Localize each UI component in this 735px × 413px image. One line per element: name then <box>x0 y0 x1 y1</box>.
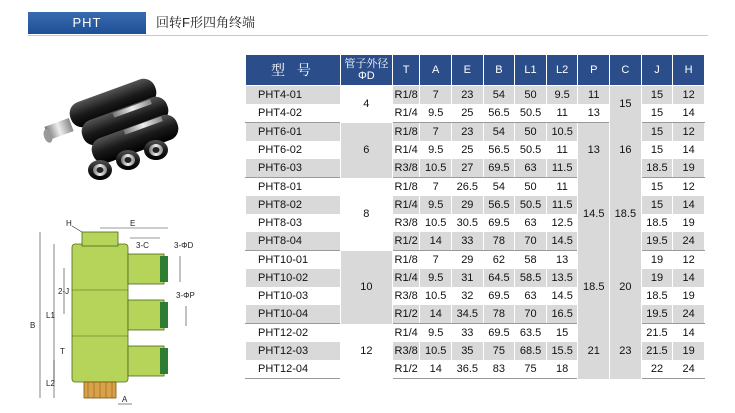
cell-a: 10.5 <box>420 287 452 305</box>
cell-c: 20 <box>610 251 642 324</box>
cell-t: R3/8 <box>392 214 420 232</box>
cell-e: 30.5 <box>452 214 484 232</box>
cell-e: 33 <box>452 324 484 343</box>
col-header-b: B <box>483 55 515 86</box>
cell-c: 15 <box>610 86 642 123</box>
cell-h: 14 <box>673 196 705 214</box>
cell-t: R3/8 <box>392 287 420 305</box>
table-row <box>246 178 705 197</box>
cell-h: 24 <box>673 360 705 379</box>
cell-t: R1/2 <box>392 232 420 251</box>
cell-l1: 63 <box>515 287 547 305</box>
cell-t: R1/8 <box>392 251 420 270</box>
cell-tube-diameter: 4 <box>340 86 392 123</box>
cell-l2: 11 <box>546 178 578 197</box>
cell-a: 10.5 <box>420 342 452 360</box>
col-header-a: A <box>420 55 452 86</box>
cell-a: 14 <box>420 232 452 251</box>
cell-h: 19 <box>673 159 705 178</box>
cell-t: R1/8 <box>392 86 420 105</box>
cell-j: 21.5 <box>641 324 673 343</box>
cell-l1: 50 <box>515 123 547 142</box>
cell-b: 54 <box>483 86 515 105</box>
cell-j: 22 <box>641 360 673 379</box>
cell-model: PHT8-03 <box>246 214 341 232</box>
cell-h: 12 <box>673 86 705 105</box>
cell-c: 18.5 <box>610 178 642 251</box>
cell-b: 54 <box>483 123 515 142</box>
cell-j: 19 <box>641 251 673 270</box>
cell-l2: 11 <box>546 104 578 123</box>
cell-model: PHT4-01 <box>246 86 341 105</box>
cell-h: 19 <box>673 342 705 360</box>
cell-l1: 63 <box>515 214 547 232</box>
cell-c: 23 <box>610 324 642 379</box>
cell-model: PHT6-01 <box>246 123 341 142</box>
cell-h: 24 <box>673 232 705 251</box>
cell-l2: 9.5 <box>546 86 578 105</box>
cell-l2: 12.5 <box>546 214 578 232</box>
col-header-j: J <box>641 55 673 86</box>
cell-b: 83 <box>483 360 515 379</box>
cell-e: 33 <box>452 232 484 251</box>
col-header-model: 型 号 <box>246 55 341 86</box>
cell-model: PHT10-02 <box>246 269 341 287</box>
cell-b: 56.5 <box>483 141 515 159</box>
cell-model: PHT10-04 <box>246 305 341 324</box>
cell-b: 62 <box>483 251 515 270</box>
cell-j: 19.5 <box>641 305 673 324</box>
cell-j: 18.5 <box>641 159 673 178</box>
cell-h: 19 <box>673 287 705 305</box>
cell-l2: 11 <box>546 141 578 159</box>
cell-l1: 70 <box>515 305 547 324</box>
cell-a: 7 <box>420 123 452 142</box>
cell-tube-diameter: 8 <box>340 178 392 251</box>
cell-l2: 13.5 <box>546 269 578 287</box>
cell-e: 23 <box>452 123 484 142</box>
cell-b: 54 <box>483 178 515 197</box>
cell-j: 15 <box>641 104 673 123</box>
dim-label-d: 3-ΦD <box>174 241 194 250</box>
product-photo <box>28 62 208 192</box>
cell-e: 27 <box>452 159 484 178</box>
cell-t: R1/2 <box>392 305 420 324</box>
cell-l1: 70 <box>515 232 547 251</box>
col-header-h: H <box>673 55 705 86</box>
cell-j: 15 <box>641 123 673 142</box>
cell-model: PHT8-02 <box>246 196 341 214</box>
cell-p: 13 <box>578 104 610 123</box>
cell-j: 21.5 <box>641 342 673 360</box>
dim-label-a: A <box>122 395 128 404</box>
col-header-c: C <box>610 55 642 86</box>
cell-b: 69.5 <box>483 214 515 232</box>
cell-e: 29 <box>452 251 484 270</box>
cell-l2: 14.5 <box>546 232 578 251</box>
cell-b: 69.5 <box>483 159 515 178</box>
cell-b: 69.5 <box>483 287 515 305</box>
cell-a: 10.5 <box>420 214 452 232</box>
cell-p: 14.5 <box>578 178 610 251</box>
table-row <box>246 251 705 270</box>
dim-label-b: B <box>30 321 36 330</box>
cell-p: 11 <box>578 86 610 105</box>
cell-l2: 14.5 <box>546 287 578 305</box>
dim-label-p: 3-ΦP <box>176 291 195 300</box>
col-header-tube-diameter: 管子外径 ΦD <box>340 55 392 86</box>
cell-l2: 13 <box>546 251 578 270</box>
cell-t: R1/4 <box>392 196 420 214</box>
cell-e: 36.5 <box>452 360 484 379</box>
dim-label-t: T <box>60 347 65 356</box>
cell-a: 7 <box>420 178 452 197</box>
cell-l1: 50 <box>515 178 547 197</box>
cell-t: R1/8 <box>392 178 420 197</box>
cell-l1: 58.5 <box>515 269 547 287</box>
dim-label-h: H <box>66 219 72 228</box>
cell-e: 34.5 <box>452 305 484 324</box>
col-header-l2: L2 <box>546 55 578 86</box>
cell-model: PHT12-04 <box>246 360 341 379</box>
cell-e: 23 <box>452 86 484 105</box>
cell-model: PHT6-03 <box>246 159 341 178</box>
cell-l1: 63.5 <box>515 324 547 343</box>
cell-e: 35 <box>452 342 484 360</box>
dim-label-j: 2-J <box>58 287 70 296</box>
cell-a: 14 <box>420 305 452 324</box>
table-row <box>246 123 705 142</box>
cell-j: 15 <box>641 141 673 159</box>
cell-h: 14 <box>673 104 705 123</box>
table-row <box>246 324 705 343</box>
cell-a: 9.5 <box>420 141 452 159</box>
cell-h: 12 <box>673 251 705 270</box>
dimension-drawing <box>10 218 220 408</box>
cell-e: 26.5 <box>452 178 484 197</box>
dim-label-l1: L1 <box>46 311 55 320</box>
cell-e: 32 <box>452 287 484 305</box>
cell-p: 21 <box>578 324 610 379</box>
cell-h: 12 <box>673 178 705 197</box>
cell-l1: 50.5 <box>515 104 547 123</box>
cell-l1: 50.5 <box>515 196 547 214</box>
cell-l1: 75 <box>515 360 547 379</box>
cell-e: 25 <box>452 104 484 123</box>
cell-a: 7 <box>420 251 452 270</box>
cell-a: 9.5 <box>420 269 452 287</box>
cell-t: R3/8 <box>392 342 420 360</box>
cell-l1: 58 <box>515 251 547 270</box>
cell-l2: 16.5 <box>546 305 578 324</box>
cell-t: R1/4 <box>392 324 420 343</box>
cell-t: R1/4 <box>392 269 420 287</box>
cell-c: 16 <box>610 123 642 178</box>
header-divider <box>28 35 708 36</box>
cell-b: 75 <box>483 342 515 360</box>
cell-t: R1/8 <box>392 123 420 142</box>
cell-e: 29 <box>452 196 484 214</box>
cell-t: R1/4 <box>392 104 420 123</box>
col-header-p: P <box>578 55 610 86</box>
cell-l2: 11.5 <box>546 159 578 178</box>
cell-tube-diameter: 10 <box>340 251 392 324</box>
cell-l1: 50 <box>515 86 547 105</box>
header-tab: PHT <box>28 12 146 34</box>
page-title: 回转F形四角终端 <box>156 15 255 30</box>
dim-label-c: 3-C <box>136 241 149 250</box>
cell-h: 12 <box>673 123 705 142</box>
table-row <box>246 86 705 105</box>
cell-l1: 68.5 <box>515 342 547 360</box>
col-header-l1: L1 <box>515 55 547 86</box>
cell-e: 31 <box>452 269 484 287</box>
cell-t: R3/8 <box>392 159 420 178</box>
cell-tube-diameter: 12 <box>340 324 392 379</box>
cell-h: 14 <box>673 269 705 287</box>
cell-a: 7 <box>420 86 452 105</box>
cell-b: 56.5 <box>483 104 515 123</box>
cell-b: 69.5 <box>483 324 515 343</box>
cell-j: 15 <box>641 178 673 197</box>
cell-h: 19 <box>673 214 705 232</box>
cell-j: 18.5 <box>641 214 673 232</box>
cell-a: 9.5 <box>420 196 452 214</box>
cell-b: 56.5 <box>483 196 515 214</box>
cell-t: R1/4 <box>392 141 420 159</box>
table-header-row <box>246 55 705 86</box>
cell-model: PHT12-02 <box>246 324 341 343</box>
cell-l1: 63 <box>515 159 547 178</box>
cell-j: 19.5 <box>641 232 673 251</box>
cell-l2: 10.5 <box>546 123 578 142</box>
cell-a: 14 <box>420 360 452 379</box>
cell-j: 18.5 <box>641 287 673 305</box>
cell-j: 15 <box>641 196 673 214</box>
cell-j: 19 <box>641 269 673 287</box>
cell-b: 64.5 <box>483 269 515 287</box>
cell-model: PHT8-04 <box>246 232 341 251</box>
cell-b: 78 <box>483 305 515 324</box>
dim-label-l2: L2 <box>46 379 55 388</box>
cell-a: 10.5 <box>420 159 452 178</box>
cell-l1: 50.5 <box>515 141 547 159</box>
cell-model: PHT10-03 <box>246 287 341 305</box>
cell-model: PHT6-02 <box>246 141 341 159</box>
cell-e: 25 <box>452 141 484 159</box>
cell-model: PHT8-01 <box>246 178 341 197</box>
cell-h: 24 <box>673 305 705 324</box>
cell-j: 15 <box>641 86 673 105</box>
cell-a: 9.5 <box>420 324 452 343</box>
cell-p: 13 <box>578 123 610 178</box>
cell-l2: 18 <box>546 360 578 379</box>
cell-l2: 15 <box>546 324 578 343</box>
col-header-e: E <box>452 55 484 86</box>
cell-t: R1/2 <box>392 360 420 379</box>
cell-p: 18.5 <box>578 251 610 324</box>
cell-l2: 11.5 <box>546 196 578 214</box>
cell-a: 9.5 <box>420 104 452 123</box>
cell-h: 14 <box>673 324 705 343</box>
cell-tube-diameter: 6 <box>340 123 392 178</box>
cell-model: PHT10-01 <box>246 251 341 270</box>
cell-h: 14 <box>673 141 705 159</box>
dim-label-e: E <box>130 219 136 228</box>
cell-model: PHT4-02 <box>246 104 341 123</box>
cell-model: PHT12-03 <box>246 342 341 360</box>
col-header-t: T <box>392 55 420 86</box>
spec-table <box>245 54 705 379</box>
cell-l2: 15.5 <box>546 342 578 360</box>
cell-b: 78 <box>483 232 515 251</box>
